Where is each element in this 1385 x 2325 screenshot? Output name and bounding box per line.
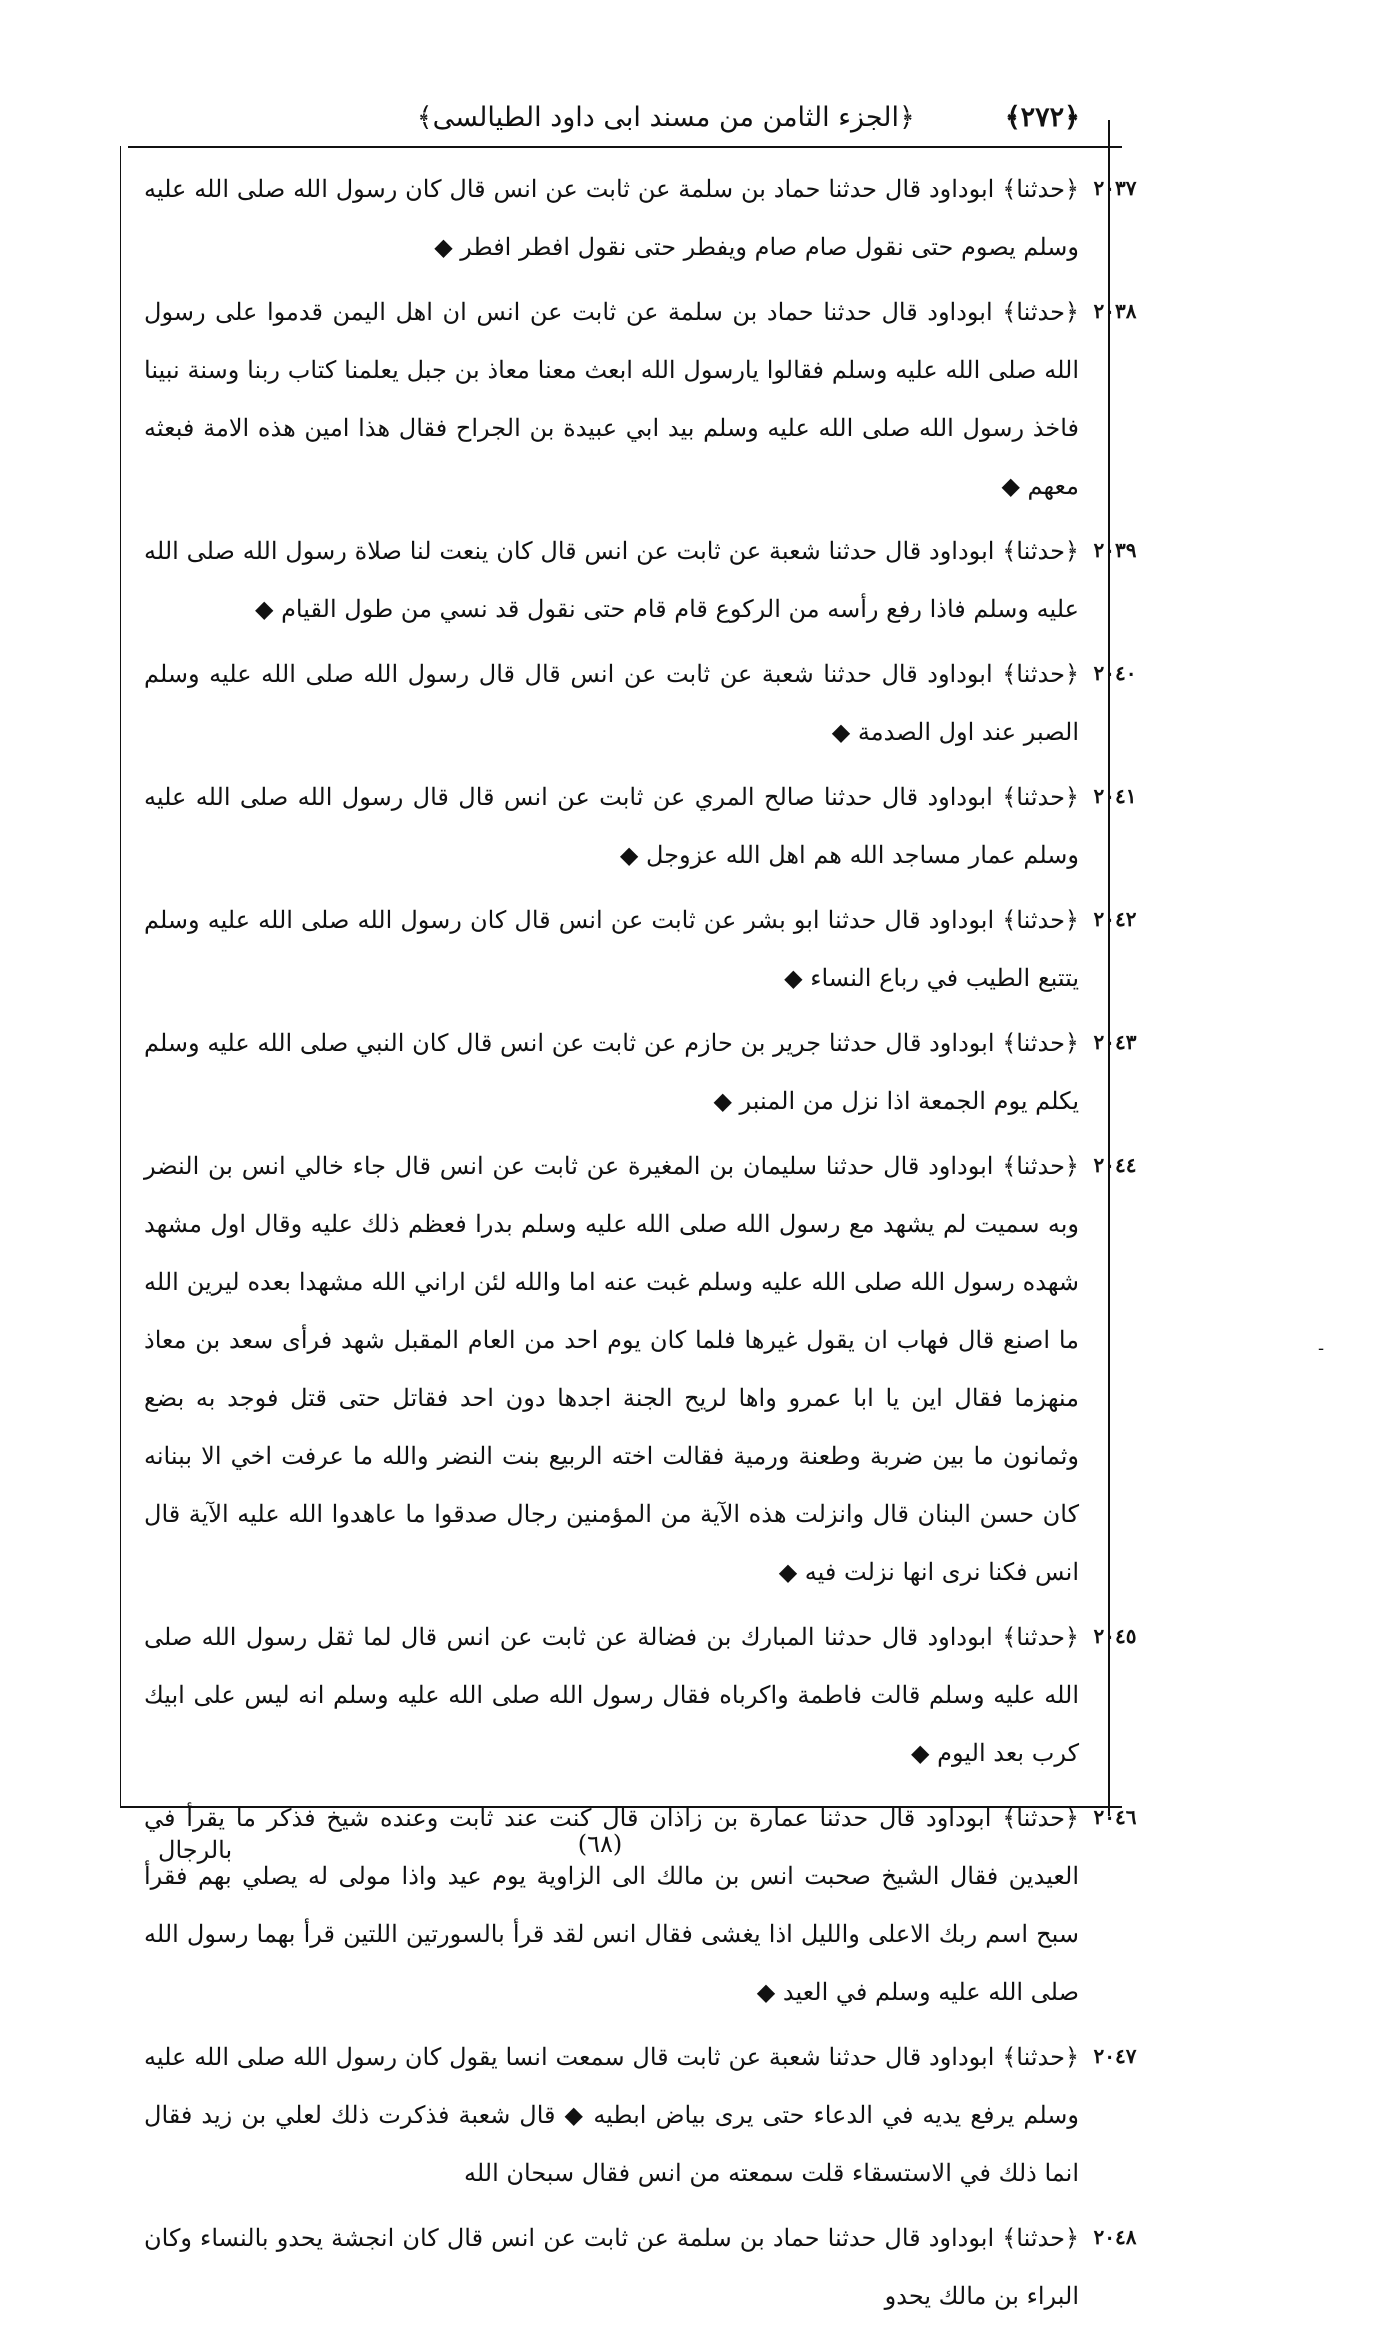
hadith-entry xyxy=(140,2028,1145,2202)
page-footer xyxy=(120,1830,1120,1870)
hadith-entry xyxy=(140,1608,1145,1782)
hadith-entry xyxy=(140,2209,1145,2325)
hadith-entry xyxy=(140,1014,1145,1130)
hadith-number: ٢٠٣٧ xyxy=(1093,176,1137,200)
hadith-entry xyxy=(140,1789,1145,2021)
hadith-number: ٢٠٤٦ xyxy=(1093,1805,1137,1829)
page-number: ﴿٢٧٢﴾ xyxy=(1004,101,1080,133)
hadith-number: ٢٠٤٣ xyxy=(1093,1030,1137,1054)
hadith-text: ﴿حدثنا﴾ ابوداود قال حدثنا سليمان بن المغيرة عن ثابت عن انس قال جاء خالي انس بن النضر وبه سميت لم يشهد مع رسول الله صلى الله عليه وسلم بدرا فعظم ذلك عليه وقال اول مشهد شهده رسول الله صلى الله عليه وسلم غبت عنه اما والله لئن اراني الله مشهدا بعده ليرين الله ما اصنع قال فهاب ان يقول غيرها فلما كان يوم احد من العام المقبل شهد فرأى سعد بن معاذ منهزما فقال اين يا ابا عمرو واها لريح الجنة اجدها دون احد فقاتل حتى قتل فوجد به بضع وثمانون ما بين ضربة وطعنة ورمية فقالت اخته الربيع بنت النضر والله ما عرفت اخي الا ببنانه كان حسن البنان قال وانزلت هذه الآية من المؤمنين رجال صدقوا ما عاهدوا الله عليه الآية قال انس فكنا نرى انها نزلت فيه ◆ xyxy=(144,1152,1079,1586)
hadith-number: ٢٠٤٥ xyxy=(1093,1624,1137,1648)
running-header xyxy=(130,92,1110,142)
hadith-text: ﴿حدثنا﴾ ابوداود قال حدثنا جرير بن حازم عن ثابت عن انس قال كان النبي صلى الله عليه وسلم يكلم يوم الجمعة اذا نزل من المنبر ◆ xyxy=(144,1029,1079,1115)
left-margin-rule xyxy=(120,146,121,1808)
hadith-text: ﴿حدثنا﴾ ابوداود قال حدثنا حماد بن سلمة عن ثابت عن انس ان اهل اليمن قدموا على رسول الله صلى الله عليه وسلم فقالوا يارسول الله ابعث معنا معاذ بن جبل يعلمنا كتاب ربنا وسنة نبينا فاخذ رسول الله صلى الله عليه وسلم بيد ابي عبيدة بن الجراح فقال هذا امين هذه الامة فبعثه معهم ◆ xyxy=(144,298,1079,500)
hadith-number: ٢٠٤٢ xyxy=(1093,907,1137,931)
hadith-text: ﴿حدثنا﴾ ابوداود قال حدثنا شعبة عن ثابت عن انس قال كان ينعت لنا صلاة رسول الله صلى الله عليه وسلم فاذا رفع رأسه من الركوع قام قام حتى نقول قد نسي من طول القيام ◆ xyxy=(144,537,1079,623)
stray-mark: - xyxy=(1318,1338,1325,1359)
header-rule xyxy=(128,146,1122,148)
hadith-entry xyxy=(140,1137,1145,1601)
hadith-text: ﴿حدثنا﴾ ابوداود قال حدثنا شعبة عن ثابت قال سمعت انسا يقول كان رسول الله صلى الله عليه وسلم يرفع يديه في الدعاء حتى يرى بياض ابطيه ◆ قال شعبة فذكرت ذلك لعلي بن زيد فقال انما ذلك في الاستسقاء قلت سمعته من انس فقال سبحان الله xyxy=(144,2043,1079,2187)
book-title: ﴿الجزء الثامن من مسند ابى داود الطيالسى﴾ xyxy=(416,101,915,133)
hadith-entry xyxy=(140,645,1145,761)
footer-rule xyxy=(120,1806,1122,1808)
hadith-text: ﴿حدثنا﴾ ابوداود قال حدثنا المبارك بن فضالة عن ثابت عن انس قال لما ثقل رسول الله صلى الله عليه وسلم قالت فاطمة واكرباه فقال رسول الله صلى الله عليه وسلم انه ليس على ابيك كرب بعد اليوم ◆ xyxy=(144,1623,1079,1767)
hadith-text: ﴿حدثنا﴾ ابوداود قال حدثنا ابو بشر عن ثابت عن انس قال كان رسول الله صلى الله عليه وسلم يتتبع الطيب في رباع النساء ◆ xyxy=(144,906,1079,992)
hadith-text: ﴿حدثنا﴾ ابوداود قال حدثنا حماد بن سلمة عن ثابت عن انس قال كان انجشة يحدو بالنساء وكان البراء بن مالك يحدو xyxy=(144,2224,1079,2310)
hadith-number: ٢٠٤٤ xyxy=(1093,1153,1137,1177)
hadith-text: ﴿حدثنا﴾ ابوداود قال حدثنا صالح المري عن ثابت عن انس قال قال رسول الله صلى الله عليه وسلم عمار مساجد الله هم اهل الله عزوجل ◆ xyxy=(144,783,1079,869)
hadith-entry xyxy=(140,160,1145,276)
catchword: بالرجال xyxy=(158,1836,233,1864)
hadith-number: ٢٠٤٨ xyxy=(1093,2225,1137,2249)
hadith-text: ﴿حدثنا﴾ ابوداود قال حدثنا شعبة عن ثابت عن انس قال قال رسول الله صلى الله عليه وسلم الصبر عند اول الصدمة ◆ xyxy=(144,660,1079,746)
hadith-entry xyxy=(140,522,1145,638)
hadith-text: ﴿حدثنا﴾ ابوداود قال حدثنا عمارة بن زاذان قال كنت عند ثابت وعنده شيخ فذكر ما يقرأ في العيدين فقال الشيخ صحبت انس بن مالك الى الزاوية يوم عيد واذا مولى له يصلي بهم فقرأ سبح اسم ربك الاعلى والليل اذا يغشى فقال انس لقد قرأ بالسورتين اللتين قرأ بهما رسول الله صلى الله عليه وسلم في العيد ◆ xyxy=(144,1804,1079,2006)
hadith-text: ﴿حدثنا﴾ ابوداود قال حدثنا حماد بن سلمة عن ثابت عن انس قال كان رسول الله صلى الله عليه وسلم يصوم حتى نقول صام صام ويفطر حتى نقول افطر افطر ◆ xyxy=(144,175,1079,261)
hadith-entry xyxy=(140,768,1145,884)
hadith-number: ٢٠٣٨ xyxy=(1093,299,1137,323)
hadith-number: ٢٠٤١ xyxy=(1093,784,1137,808)
hadith-entry xyxy=(140,283,1145,515)
folio-number: (٦٨) xyxy=(577,1830,623,1858)
hadith-number: ٢٠٣٩ xyxy=(1093,538,1137,562)
hadith-number: ٢٠٤٧ xyxy=(1093,2044,1137,2068)
hadith-entry xyxy=(140,891,1145,1007)
hadith-number: ٢٠٤٠ xyxy=(1093,661,1137,685)
